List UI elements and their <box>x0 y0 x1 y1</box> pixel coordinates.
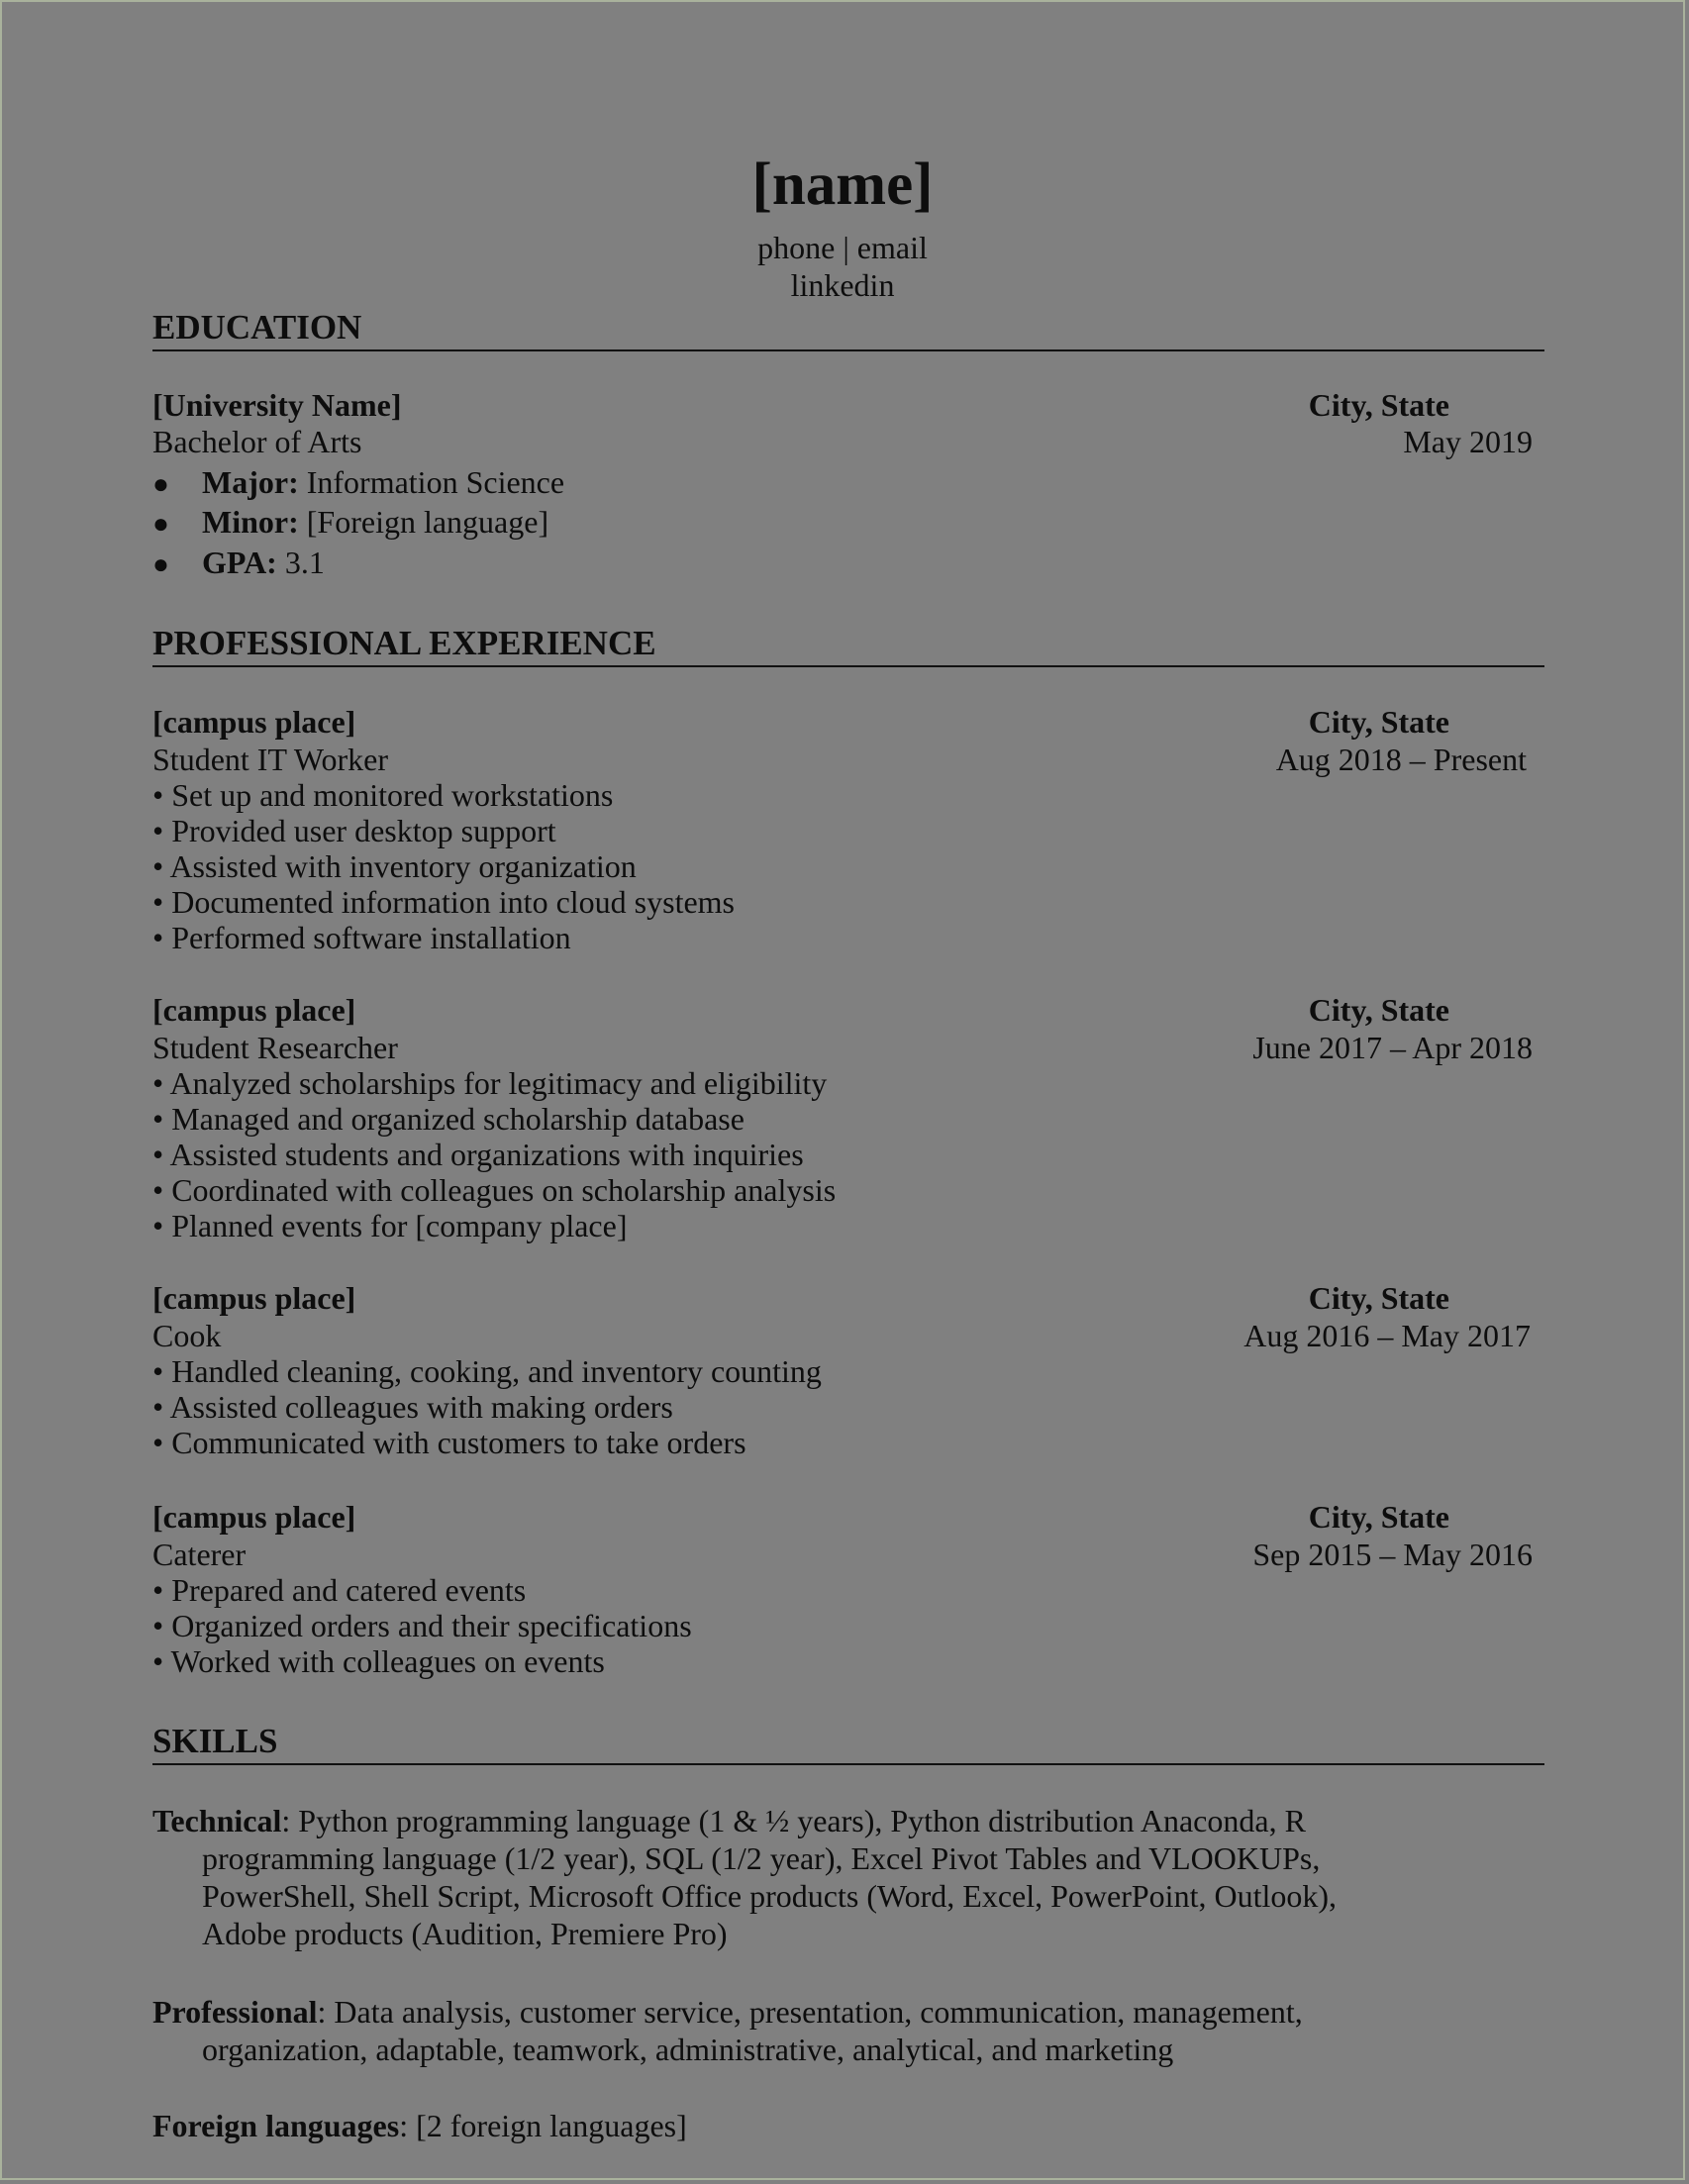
job-role: Student IT Worker <box>152 742 388 777</box>
graduation-date: May 2019 <box>1403 424 1533 459</box>
bullet-icon: ● <box>152 469 169 500</box>
job-role: Student Researcher <box>152 1030 398 1065</box>
bullet-icon: ● <box>152 549 169 580</box>
job-role: Cook <box>152 1318 222 1353</box>
section-title-education: EDUCATION <box>152 308 1544 351</box>
degree: Bachelor of Arts <box>152 424 362 459</box>
list-item: ● GPA: 3.1 <box>152 545 325 583</box>
list-item: • Prepared and catered events <box>152 1572 527 1608</box>
skills-technical-label: Technical: <box>152 1803 299 1838</box>
skills-languages-label: Foreign languages: <box>152 2108 417 2143</box>
job-dates: Sep 2015 – May 2016 <box>1252 1537 1533 1572</box>
skills-professional: Professional: Data analysis, customer service, presentation, communication, management, organization, adaptable, teamwork, administrative, analytical, and marketing <box>152 1994 1303 2067</box>
resume-name: [name] <box>751 151 934 218</box>
job-location: City, State <box>1308 704 1449 740</box>
list-item: • Assisted with inventory organization <box>152 848 637 884</box>
school-name: [University Name] <box>152 387 402 423</box>
list-item: • Communicated with customers to take orders <box>152 1425 746 1460</box>
list-item: • Coordinated with colleagues on scholarship analysis <box>152 1172 837 1208</box>
job-place: [campus place] <box>152 1499 356 1535</box>
skills-languages: Foreign languages: [2 foreign languages] <box>152 2108 687 2143</box>
contact-line: phone | email <box>757 230 928 265</box>
list-item: • Documented information into cloud systems <box>152 884 735 920</box>
job-role: Caterer <box>152 1537 247 1572</box>
list-item: • Handled cleaning, cooking, and inventory counting <box>152 1353 822 1389</box>
list-item: • Analyzed scholarships for legitimacy and eligibility <box>152 1065 828 1101</box>
skills-technical: Technical: Python programming language (1 & ½ years), Python distribution Anaconda, R programming language (1/2 year), SQL (1/2 year), Excel Pivot Tables and VLOOKUPs, PowerShell, Shell Script, Microsoft Office products (Word, Excel, PowerPoint, Outlook), Adobe products (Audition, Premiere Pro) <box>152 1803 1337 1951</box>
job-location: City, State <box>1308 1280 1449 1316</box>
bullet-icon: ● <box>152 509 169 540</box>
job-location: City, State <box>1308 992 1449 1028</box>
job-place: [campus place] <box>152 1280 356 1316</box>
job-dates: Aug 2018 – Present <box>1275 742 1527 777</box>
list-item: • Performed software installation <box>152 920 571 955</box>
job-dates: June 2017 – Apr 2018 <box>1252 1030 1533 1065</box>
job-dates: Aug 2016 – May 2017 <box>1243 1318 1531 1353</box>
section-title-skills: SKILLS <box>152 1722 1544 1765</box>
linkedin-line: linkedin <box>790 267 895 303</box>
list-item: • Planned events for [company place] <box>152 1208 628 1243</box>
list-item: • Assisted colleagues with making orders <box>152 1389 673 1425</box>
list-item: • Assisted students and organizations with inquiries <box>152 1137 804 1172</box>
list-item: • Worked with colleagues on events <box>152 1643 605 1679</box>
school-location: City, State <box>1308 387 1449 423</box>
section-title-experience: PROFESSIONAL EXPERIENCE <box>152 624 1544 667</box>
list-item: • Organized orders and their specifications <box>152 1608 692 1643</box>
list-item: ● Minor: [Foreign language] <box>152 504 548 543</box>
job-place: [campus place] <box>152 704 356 740</box>
list-item: ● Major: Information Science <box>152 464 564 503</box>
list-item: • Set up and monitored workstations <box>152 777 614 813</box>
job-place: [campus place] <box>152 992 356 1028</box>
list-item: • Managed and organized scholarship database <box>152 1101 745 1137</box>
list-item: • Provided user desktop support <box>152 813 556 848</box>
job-location: City, State <box>1308 1499 1449 1535</box>
skills-professional-label: Professional: <box>152 1994 335 2030</box>
